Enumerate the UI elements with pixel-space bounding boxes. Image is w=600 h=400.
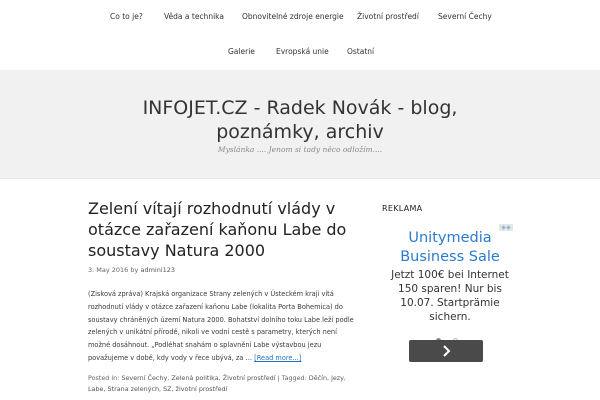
tag-link[interactable]: SZ — [163, 384, 172, 393]
post-excerpt — [88, 288, 356, 365]
post-footer-meta: Posted in: Severní Čechy, Zelená politika, Životní prostředí | Tagged: Děčín, jezy, Labe, Strana zelených, SZ, životní prostředí — [88, 373, 346, 393]
tag-link[interactable]: jezy — [331, 373, 344, 382]
read-more-link[interactable]: [Read more...] — [254, 353, 302, 362]
ad-copy-line-1[interactable]: Jetzt 100€ bei Internet — [391, 269, 509, 281]
ad-copy-line-2[interactable]: 150 sparen! Nur bis — [398, 283, 502, 295]
ad-copy-line-4[interactable]: sichern. — [429, 311, 471, 323]
post-date[interactable]: 3. May 2016 — [88, 266, 129, 274]
nav-item-obnovitelne-zdroje-energie[interactable]: Obnovitelné zdroje energie — [242, 12, 344, 21]
ad-next-button[interactable] — [409, 340, 483, 362]
ad-copy[interactable] — [385, 268, 515, 324]
nav-item-zivotni-prostredi[interactable]: Životní prostředí — [357, 12, 419, 21]
ad-copy-line-3[interactable]: 10.07. Startprämie — [400, 297, 500, 309]
nav-item-severni-cechy[interactable]: Severní Čechy — [438, 12, 492, 21]
sidebar-widget-title: REKLAMA — [382, 204, 423, 213]
tag-link[interactable]: Strana zelených — [107, 384, 160, 393]
post-by-label: by — [130, 266, 139, 274]
category-link[interactable]: Zelená politika — [171, 373, 219, 382]
posted-in-label: Posted in: — [88, 373, 120, 382]
site-header — [0, 70, 600, 179]
chevron-right-icon — [441, 345, 451, 357]
nav-item-ostatni[interactable]: Ostatní — [347, 47, 375, 56]
post-meta — [88, 266, 356, 274]
tag-link[interactable]: Děčín — [308, 373, 327, 382]
article — [88, 198, 356, 395]
tag-link[interactable]: Labe — [88, 384, 104, 393]
post-excerpt-text: (Zisková zpráva) Krajská organizace Strany zelených v Ústeckém kraji vítá rozhodnutí vlády v otázce zařazení kaňonu Labe (lokalita Porta Bohemica) do soustavy chráněných území Natura 2000. Bohatství dolního toku Labe leží podle zelených v unikátní přírodě, nikoli ve vodní cestě s parametry, kterých není možné dosáhnout. „Podléhat snahám o splavnění Labe výstavbou jezu považujeme v době, kdy vody v řece ubývá, za … — [88, 290, 354, 362]
tag-link[interactable]: životní prostředí — [175, 384, 228, 393]
post-title[interactable]: Zelení vítají rozhodnutí vlády v otázce zařazení kaňonu Labe do soustavy Natura 2000 — [88, 199, 347, 260]
nav-item-galerie[interactable]: Galerie — [228, 47, 255, 56]
site-title[interactable] — [110, 96, 490, 144]
nav-item-co-to-je[interactable]: Co to je? — [110, 12, 143, 21]
tagged-label: Tagged: — [281, 373, 307, 382]
site-tagline: Myslánka .... Jenom si tady něco odložím.... — [217, 145, 383, 154]
meta-separator: | — [277, 373, 280, 382]
ad-brand-line-1[interactable]: Unitymedia — [408, 230, 492, 246]
advertisement[interactable] — [385, 222, 515, 364]
site-title-line-2[interactable]: poznámky, archiv — [216, 121, 384, 143]
ad-brand-line-2[interactable]: Business Sale — [400, 249, 500, 265]
main-navigation — [0, 0, 600, 70]
category-link[interactable]: Severní Čechy — [121, 373, 168, 382]
category-link[interactable]: Životní prostředí — [222, 373, 276, 382]
ad-brand-name[interactable] — [385, 229, 515, 267]
site-title-line-1[interactable]: INFOJET.CZ - Radek Novák - blog, — [142, 97, 458, 119]
nav-item-evropska-unie[interactable]: Evropská unie — [276, 47, 329, 56]
nav-item-veda-a-technika[interactable]: Věda a technika — [164, 12, 224, 21]
post-author-link[interactable]: admini123 — [140, 266, 176, 274]
